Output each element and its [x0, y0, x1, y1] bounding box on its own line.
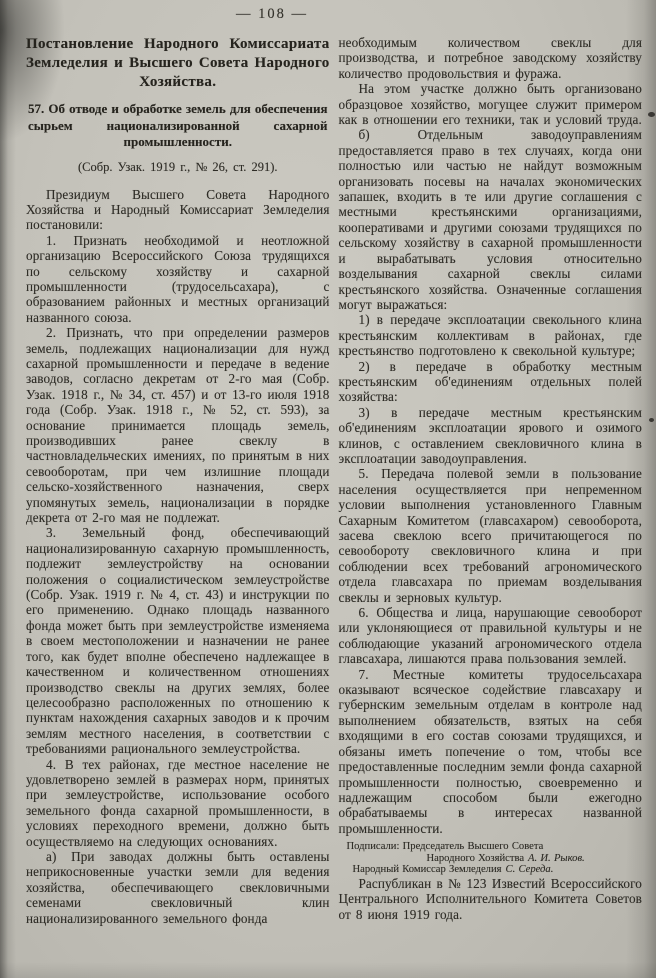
- paragraph-point-4a: а) При заводах должны быть оставлены неприкосновенные участки земли для ведения хозяйства, обеспечивающего свекловичными семенами свекловичный клин национализированного земельного фонда: [26, 848, 330, 926]
- signature-intro: Подписали: Председатель Высшего Совета: [346, 841, 544, 853]
- paragraph-point-3: 3. Земельный фонд, обеспечивающий национализированную сахарную промышленность, подлежит землеустройству на основании положения о социалистическом землеустройстве (Собр. Узак. 1919 г. № 4, ст. 43) и инструкции по его применению. Однако площадь названного фонда может быть при землеустройстве изменяема в своем местоположении и назначении не ранее того, как будет вполне обеспечено надлежащее в качественном и количественном отношениях производство свеклы на других землях, более целесообразно расположенных по отношению к пунктам нахождения сахарных заводов и к прочим землям местного населения, в соответствии с требованиями рационального землеустройства.: [26, 525, 330, 757]
- paragraph-point-7: 7. Местные комитеты трудосельсахара оказывают всяческое содействие главсахару и губернским земельным отделам в контроле над выполнением обязательств, взятых на себя входящими в его состав союзами трудящихся, и обязаны иметь попечение о том, чтобы все предоставленные последним земли фонда сахарной промышленности полностью, своевременно и надлежащим способом были ежегодно обрабатываемы в интересах названной промышленности.: [338, 666, 642, 836]
- decree-title: Постановление Народного Комиссариата Земледелия и Высшего Совета Народного Хозяйства.: [26, 36, 330, 90]
- paragraph-model-farm: На этом участке должно быть организовано образцовое хозяйство, могущее служит примером как в отношении его техники, так и условий труда.: [338, 81, 642, 128]
- paragraph-point-4b: б) Отдельным заводоуправлениям предоставляется право в тех случаях, когда они полностью или частью не найдут возможным организовать посевы на началах экономических запашек, входить в те или другие соглашения с местными крестьянскими организациями, кооперативами и другими союзами трудящихся по сельскому хозяйству в сахарной промышленности и вырабатывать условия относительно возделывания сахарной свеклы силами крестьянского хозяйства. Означенные соглашения могут выражаться:: [338, 127, 642, 312]
- paragraph-point-5: 5. Передача полевой земли в пользование населения осуществляется при непременном условии выполнения установленного Главным Сахарным Комитетом (главсахаром) севооборота, засева свеклою всего причитающегося по севообороту свекловичного клина и при соблюдении всех требований агрономического отдела главсахара по приемам возделывания свеклы и зерновых культур.: [338, 466, 642, 605]
- scan-speck: [649, 418, 654, 422]
- paragraph-subpoint-1: 1) в передаче эксплоатации свекольного клина крестьянским коллективам в районах, где крестьянство подготовлено к свекольной культуре;: [338, 312, 642, 359]
- paragraph-preamble: Президиум Высшего Совета Народного Хозяйства и Народный Комиссариат Земледелия постановили:: [26, 186, 330, 233]
- decree-subtitle: 57. Об отводе и обработке земель для обеспечения сырьем национализированной сахарной промышленности.: [28, 101, 328, 149]
- citation-line: (Собр. Узак. 1919 г., № 26, ст. 291).: [77, 159, 278, 174]
- signature-rykov-title: Народного Хозяйства: [426, 852, 525, 864]
- paragraph-subpoint-3: 3) в передаче местным крестьянским об'единениям эксплоатации ярового и озимого клинов, с оставлением свекловичного клина в эксплоатации заводоуправления.: [338, 404, 642, 466]
- two-column-layout: [26, 35, 642, 926]
- paragraph-continuation: необходимым количеством свеклы для производства, и потребное заводскому хозяйству количество продовольствия и фуража.: [338, 35, 642, 81]
- signature-block: [339, 841, 643, 922]
- signature-rykov: [339, 853, 643, 865]
- right-column: [339, 35, 643, 926]
- signature-sereda-name: С. Середа.: [505, 864, 554, 876]
- page-number: — 108 —: [236, 6, 308, 22]
- paragraph-point-1: 1. Признать необходимой и неотложной организацию Всероссийского Союза трудящихся по сельскому хозяйству и сахарной промышленности (трудосельсахара), с образованием районных и местных организаций названного союза.: [26, 232, 330, 325]
- signature-sereda-title: Народный Комиссар Земледелия: [352, 864, 502, 876]
- paragraph-point-4: 4. В тех районах, где местное население не удовлетворено землей в размерах норм, принятых при землеустройстве, использование особого земельного фонда сахарной промышленности, в условиях переходного времени, должно быть осуществляемо на следующих основаниях.: [26, 756, 330, 849]
- signature-sereda: [339, 864, 643, 876]
- publication-note: Распубликан в № 123 Известий Всероссийского Центрального Исполнительного Комитета Советов от 8 июня 1919 года.: [338, 875, 642, 922]
- paragraph-subpoint-2: 2) в передаче в обработку местным крестьянским об'единениям отдельных полей хозяйства:: [338, 358, 642, 405]
- left-column: [26, 35, 330, 926]
- paragraph-point-2: 2. Признать, что при определении размеров земель, подлежащих национализации для нужд сахарной промышленности и передаче в ведение заводов, согласно декретам от 2-го мая (Собр. Узак. 1918 г., № 34, ст. 457) и от 13-го июля 1918 года (Собр. Узак. 1918 г., № 52, ст. 593), за основание принимается площадь земель, производивших ранее свеклу в частновладельческих имениях, по принятым в них севооборотам, при чем излишние площади сельско-хозяйственного назначения, сверх упомянутых земель, национализации в порядке декрета от 2-го мая не подлежат.: [26, 325, 330, 526]
- scan-speck: [648, 112, 655, 117]
- paragraph-point-6: 6. Общества и лица, нарушающие севооборот или уклоняющиеся от правильной культуры и не соблюдающие указаний агрономического отдела главсахара, лишаются права пользования землей.: [338, 605, 642, 667]
- signature-rykov-name: А. И. Рыков.: [528, 852, 585, 864]
